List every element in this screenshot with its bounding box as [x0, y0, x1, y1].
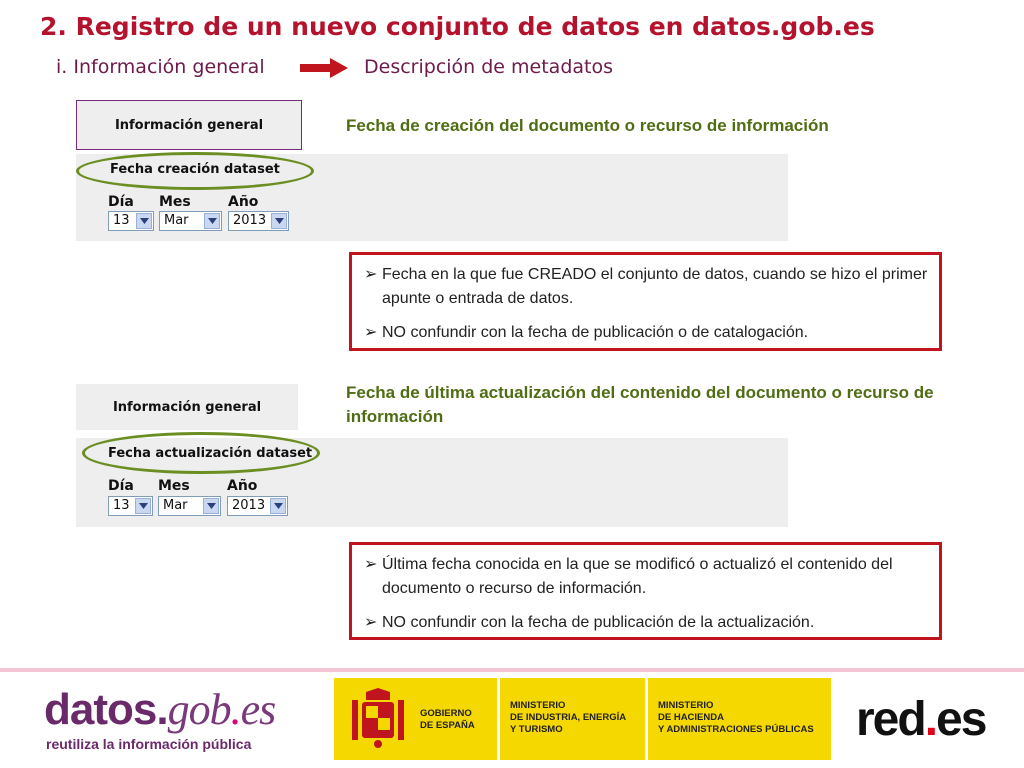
- year-select-value: 2013: [232, 498, 266, 513]
- chevron-down-icon[interactable]: [136, 213, 152, 229]
- note-box-creation: [349, 252, 942, 351]
- section2-heading: Fecha de última actualización del contenido del documento o recurso de información: [346, 383, 934, 426]
- year-select-value: 2013: [233, 213, 267, 228]
- note-item: ➢ Fecha en la que fue CREADO el conjunto de datos, cuando se hizo el primer apunte o entrada de datos.: [364, 263, 929, 311]
- year-select[interactable]: [227, 496, 288, 516]
- section1-heading: Fecha de creación del documento o recurso de información: [346, 116, 829, 135]
- month-select-value: Mar: [163, 498, 188, 513]
- form-panel-update: [76, 438, 788, 527]
- form-panel-creation: [76, 154, 788, 241]
- note-box-update: [349, 542, 942, 640]
- datos-gob-es-logo[interactable]: datos.gob.es: [44, 685, 276, 734]
- note-item: ➢ Última fecha conocida en la que se modificó o actualizó el contenido del documento o recurso de información.: [364, 553, 929, 601]
- gobierno-espana-text: GOBIERNO DE ESPAÑA: [420, 708, 475, 731]
- footer: [0, 672, 1024, 768]
- ministry-hacienda-text: MINISTERIO DE HACIENDA Y ADMINISTRACIONES PÚBLICAS: [658, 700, 814, 735]
- subtitle-left: i. Información general: [56, 56, 265, 78]
- chevron-down-icon[interactable]: [135, 498, 151, 514]
- chevron-down-icon[interactable]: [271, 213, 287, 229]
- label-month: Mes: [159, 194, 191, 210]
- subtitle-right: Descripción de metadatos: [364, 56, 614, 78]
- page-title: 2. Registro de un nuevo conjunto de datos en datos.gob.es: [40, 12, 875, 41]
- tab-informacion-general-2[interactable]: Información general: [76, 384, 298, 430]
- chevron-down-icon[interactable]: [270, 498, 286, 514]
- note-item: ➢ NO confundir con la fecha de publicación de la actualización.: [364, 611, 929, 635]
- month-select[interactable]: [158, 496, 221, 516]
- label-month: Mes: [158, 478, 190, 494]
- arrow-bullet-icon: ➢: [364, 614, 378, 631]
- label-year: Año: [228, 194, 259, 210]
- tab-informacion-general[interactable]: Información general: [76, 100, 302, 150]
- field-title-creation: Fecha creación dataset: [110, 162, 280, 177]
- red-es-logo[interactable]: red.es: [856, 693, 986, 746]
- arrow-right-icon: [300, 58, 348, 78]
- label-day: Día: [108, 478, 134, 494]
- ministry-industria-text: MINISTERIO DE INDUSTRIA, ENERGÍA Y TURISMO: [510, 700, 627, 735]
- year-select[interactable]: [228, 211, 289, 231]
- field-title-update: Fecha actualización dataset: [108, 446, 313, 461]
- day-select-value: 13: [113, 213, 130, 228]
- arrow-bullet-icon: ➢: [364, 266, 378, 283]
- arrow-bullet-icon: ➢: [364, 324, 378, 341]
- day-select[interactable]: [108, 211, 154, 231]
- chevron-down-icon[interactable]: [203, 498, 219, 514]
- label-year: Año: [227, 478, 258, 494]
- banner-separator: [645, 678, 648, 760]
- month-select-value: Mar: [164, 213, 189, 228]
- label-day: Día: [108, 194, 134, 210]
- chevron-down-icon[interactable]: [204, 213, 220, 229]
- day-select-value: 13: [113, 498, 130, 513]
- month-select[interactable]: [159, 211, 222, 231]
- arrow-bullet-icon: ➢: [364, 556, 378, 573]
- note-item: ➢ NO confundir con la fecha de publicación o de catalogación.: [364, 321, 929, 345]
- banner-separator: [497, 678, 500, 760]
- coat-of-arms-icon: [348, 688, 408, 750]
- logo-tagline: reutiliza la información pública: [46, 736, 252, 752]
- day-select[interactable]: [108, 496, 153, 516]
